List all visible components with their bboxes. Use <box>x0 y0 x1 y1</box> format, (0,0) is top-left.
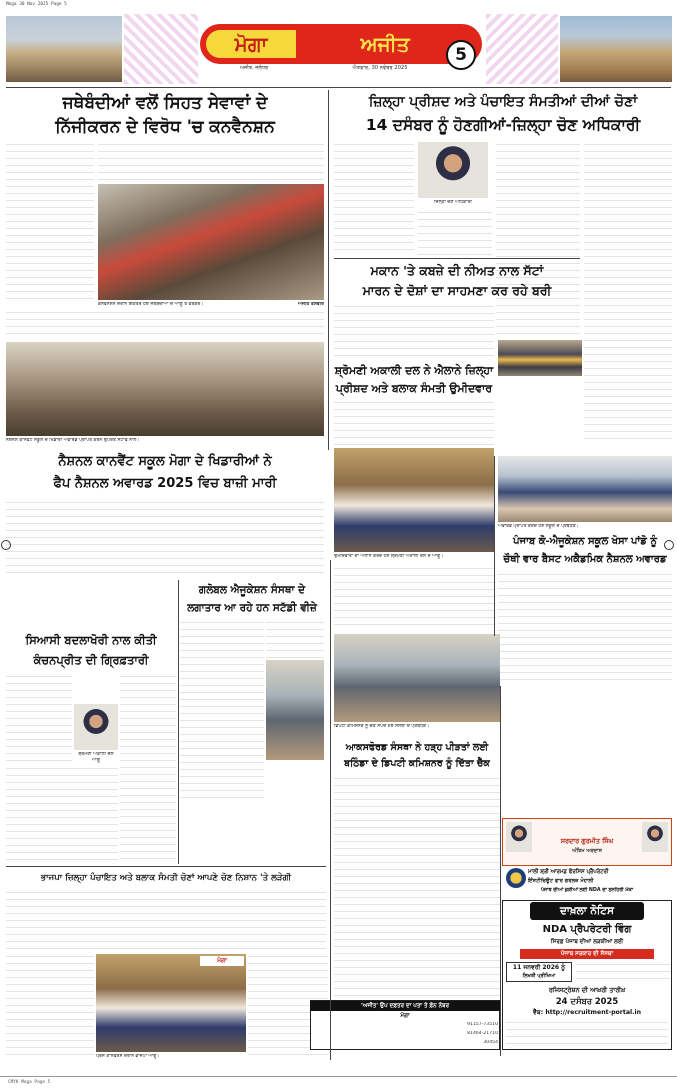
story6-headline-line2: ਚੌਥੀ ਵਾਰ ਬੈਸਟ ਅਕੈਡਮਿਕ ਨੈਸ਼ਨਲ ਅਵਾਰਡ <box>503 554 667 565</box>
school-emblem-icon <box>506 868 526 888</box>
print-footer-strip: CMYK Moga Page 5 <box>0 1076 677 1089</box>
story9-body <box>334 776 500 996</box>
story8-headline-line2: ਕੰਚਨਪ੍ਰੀਤ ਦੀ ਗ੍ਰਿਫ਼ਤਾਰੀ <box>33 653 149 667</box>
school-name-line2: ਇੰਸਟੀਚਿਊਟ ਫਾਰ ਗਰਲਜ਼ ਮੋਹਾਲੀ <box>528 878 594 884</box>
newspaper-title: ਅਜੀਤ <box>360 32 410 56</box>
story8-body-col1 <box>6 674 72 764</box>
story1-photo-credit: ਅਜੀਤ ਤਸਵੀਰ <box>298 302 324 307</box>
edition-title: ਮੋਗਾ <box>234 32 268 56</box>
story8-body-col3 <box>6 766 118 864</box>
school-name-line1: ਮਾਲੀ ਸ਼੍ਰੀ ਆਰਮਡ ਫੋਰਸਿਸ ਪ੍ਰੈਪਰੇਟਰੀ <box>528 869 609 875</box>
story10-photo-caption: ਪ੍ਰੈੱਸ ਕਾਨਫਰੰਸ ਦੌਰਾਨ ਭਾਜਪਾ ਆਗੂ। <box>96 1054 160 1059</box>
publication-date: ਐਤਵਾਰ, 30 ਨਵੰਬਰ 2025 <box>352 65 408 71</box>
story3-body <box>334 304 494 356</box>
exam-details <box>576 962 670 982</box>
story5-photo <box>334 448 494 552</box>
story3-headline-line1: ਮਕਾਨ 'ਤੇ ਕਬਜ਼ੇ ਦੀ ਨੀਅਤ ਨਾਲ ਸੱਟਾਂ <box>370 263 544 278</box>
story9-top-body <box>334 566 494 630</box>
story2-portrait <box>418 142 488 198</box>
story10-photo <box>96 954 246 1052</box>
story2-headline-line1: ਜ਼ਿਲ੍ਹਾ ਪ੍ਰੀਸ਼ਦ ਅਤੇ ਪੰਚਾਇਤ ਸੰਮਤੀਆਂ ਦੀਆਂ ਚੋਣਾਂ <box>368 94 638 110</box>
obituary-ad-portrait-1 <box>506 822 532 852</box>
school-tagline: ਪੰਜਾਬ ਦੀਆਂ ਕੁੜੀਆਂ ਲਈ NDA ਦਾ ਸੁਨਹਿਰੀ ਮੌਕਾ <box>540 888 634 893</box>
story4-photo-caption: ਨੈਸ਼ਨਲ ਕਾਨਵੈਂਟ ਸਕੂਲ ਦੇ ਖਿਡਾਰੀ ਅਵਾਰਡ ਪ੍ਰਾਪਤ ਕਰਨ ਉਪਰੰਤ ਸਟਾਫ ਨਾਲ। <box>6 438 140 443</box>
ajit-office-phone-1: 91157-73510 <box>467 1022 498 1027</box>
story6-photo <box>498 456 672 522</box>
story9-photo <box>334 634 500 722</box>
ajit-office-ad-city: ਮੋਗਾ <box>400 1013 410 1019</box>
story6-body <box>498 572 672 682</box>
story5-photo-caption: ਉਮੀਦਵਾਰਾਂ ਦਾ ਐਲਾਨ ਕਰਦੇ ਹੋਏ ਸ਼੍ਰੋਮਣੀ ਅਕਾਲੀ ਦਲ ਦੇ ਆਗੂ। <box>334 554 444 559</box>
column-rule-5 <box>500 686 501 1056</box>
story10-body <box>6 890 326 950</box>
story10-headline: ਭਾਜਪਾ ਜ਼ਿਲ੍ਹਾ ਪੰਚਾਇਤ ਅਤੇ ਬਲਾਕ ਸੰਮਤੀ ਚੋਣਾਂ ਆਪਣੇ ਚੋਣ ਨਿਸ਼ਾਨ 'ਤੇ ਲੜੇਗੀ <box>40 873 292 883</box>
story1-body-col1 <box>6 142 94 302</box>
story7-headline-line1: ਗਲੋਬਲ ਐਜੂਕੇਸ਼ਨ ਸੰਸਥਾ ਦੇ <box>198 584 306 596</box>
story1-photo-caption: ਕਨਵੈਨਸ਼ਨ ਦੌਰਾਨ ਇਕੱਤਰ ਹੋਏ ਜਥੇਬੰਦੀਆਂ ਦੇ ਆਗੂ ਤੇ ਵਰਕਰ। <box>98 302 204 307</box>
story3-top-rule <box>334 258 580 259</box>
story2-headline-line2: 14 ਦਸੰਬਰ ਨੂੰ ਹੋਣਗੀਆਂ-ਜ਼ਿਲ੍ਹਾ ਚੋਣ ਅਧਿਕਾਰੀ <box>365 116 641 134</box>
story2-body-col1 <box>334 142 414 252</box>
ajit-office-ad-title: 'ਅਜੀਤ' ਉਪ ਦਫ਼ਤਰ ਦਾ ਪਤਾ ਤੇ ਫ਼ੋਨ ਨੰਬਰ <box>310 1001 500 1011</box>
story7-photo <box>266 660 324 760</box>
ajit-office-phone-3: 30454 <box>483 1040 498 1045</box>
story7-headline-line2: ਲਗਾਤਾਰ ਆ ਰਹੇ ਹਨ ਸਟੱਡੀ ਵੀਜ਼ੇ <box>187 602 317 614</box>
masthead-pattern-right <box>486 14 558 84</box>
registration-mark-right <box>664 540 674 550</box>
story10-photo-banner: ਮੋਗਾ <box>200 956 244 966</box>
story1-headline-line1: ਜਥੇਬੰਦੀਆਂ ਵਲੋਂ ਸਿਹਤ ਸੇਵਾਵਾਂ ਦੇ <box>62 93 268 113</box>
story5-headline-line2: ਪ੍ਰੀਸ਼ਦ ਅਤੇ ਬਲਾਕ ਸੰਮਤੀ ਉਮੀਦਵਾਰ <box>335 382 493 395</box>
story9-headline-line1: ਆਕਸਫੋਰਡ ਸੰਸਥਾ ਨੇ ਹੜ੍ਹ ਪੀੜਤਾਂ ਲਈ <box>345 742 489 753</box>
punjab-sarkar-banner: ਪੰਜਾਬ ਸਰਕਾਰ ਦੀ ਸੰਸਥਾ <box>520 949 654 959</box>
obituary-ad-portrait-2 <box>642 822 668 852</box>
registration-label: ਰਜਿਸਟ੍ਰੇਸ਼ਨ ਦੀ ਆਖ਼ਰੀ ਤਾਰੀਖ਼ <box>548 986 626 994</box>
story1-body-top <box>98 142 324 182</box>
story7-body-col1 <box>180 620 264 800</box>
story8-portrait-caption: ਸ਼੍ਰੋਮਣੀ ਅਕਾਲੀ ਦਲ ਆਗੂ <box>78 752 114 763</box>
story1-headline-line2: ਨਿੱਜੀਕਰਨ ਦੇ ਵਿਰੋਧ 'ਚ ਕਨਵੈਨਸ਼ਨ <box>55 117 275 137</box>
story2-body-col3 <box>496 142 580 337</box>
story8-portrait <box>74 704 118 750</box>
story4-headline-line1: ਨੈਸ਼ਨਲ ਕਾਨਵੈਂਟ ਸਕੂਲ ਮੋਗਾ ਦੇ ਖਿਡਾਰੀਆਂ ਨੇ <box>58 454 272 469</box>
story4-body <box>6 500 324 578</box>
masthead-left-photo <box>6 16 122 82</box>
story9-photo-caption: ਡਿਪਟੀ ਕਮਿਸ਼ਨਰ ਨੂੰ ਚੈੱਕ ਸੌਂਪਦੇ ਹੋਏ ਸੰਸਥਾ ਦੇ ਪ੍ਰਬੰਧਕ। <box>334 724 430 729</box>
obituary-ad-subtitle: ਅੰਤਿਮ ਅਰਦਾਸ <box>572 848 602 854</box>
nda-wing-title: NDA ਪ੍ਰੈਪਰੇਟਰੀ ਵਿੰਗ <box>542 924 632 935</box>
nda-wing-subtitle: ਸਿਰਫ਼ ਪੰਜਾਬ ਦੀਆਂ ਲੜਕੀਆਂ ਲਈ <box>550 939 624 945</box>
masthead-pattern-left <box>124 14 198 84</box>
obituary-ad-title: ਸਰਦਾਰ ਗੁਰਮੀਤ ਸਿੰਘ <box>560 837 614 845</box>
story2-body-col4 <box>584 142 672 442</box>
story8-headline-line1: ਸਿਆਸੀ ਬਦਲਾਖੋਰੀ ਨਾਲ ਕੀਤੀ <box>25 633 157 647</box>
story2-body-col2 <box>418 210 492 255</box>
print-info-strip: Moga 30 Nov 2025 Page 5 <box>0 0 677 10</box>
story9-headline-line2: ਬਠਿੰਡਾ ਦੇ ਡਿਪਟੀ ਕਮਿਸ਼ਨਰ ਨੂੰ ਦਿੱਤਾ ਚੈੱਕ <box>344 758 490 769</box>
column-rule-2 <box>494 456 495 636</box>
story8-body-col2 <box>120 674 176 864</box>
story4-photo <box>6 342 324 436</box>
story3-photo <box>498 340 582 376</box>
story3-headline-line2: ਮਾਰਨ ਦੇ ਦੋਸ਼ਾਂ ਦਾ ਸਾਹਮਣਾ ਕਰ ਰਹੇ ਬਰੀ <box>362 283 552 298</box>
story10-body-col1 <box>6 954 94 1060</box>
story7-body-col2 <box>266 620 324 658</box>
story4-headline-line2: ਫੈਪ ਨੈਸ਼ਨਲ ਅਵਾਰਡ 2025 ਵਿਚ ਬਾਜ਼ੀ ਮਾਰੀ <box>53 476 277 491</box>
story5-body <box>334 400 494 446</box>
ajit-office-phone-2: 81464-21710 <box>467 1031 498 1036</box>
admission-notice-title: ਦਾਖ਼ਲਾ ਨੋਟਿਸ <box>530 902 644 920</box>
exam-label: ਲਿਖਤੀ ਪ੍ਰੀਖਿਆ <box>522 973 556 979</box>
story2-portrait-caption: ਜ਼ਿਲ੍ਹਾ ਚੋਣ ਅਧਿਕਾਰੀ <box>434 200 472 205</box>
story5-headline-line1: ਸ਼੍ਰੋਮਣੀ ਅਕਾਲੀ ਦਲ ਨੇ ਐਲਾਨੇ ਜ਼ਿਲ੍ਹਾ <box>334 364 494 377</box>
page-number: 5 <box>446 40 476 70</box>
column-rule-1 <box>328 90 329 450</box>
exam-date: 11 ਜਨਵਰੀ 2026 ਨੂੰ <box>512 964 566 971</box>
story6-headline-line1: ਪੰਜਾਬ ਕੋ-ਐਜੂਕੇਸ਼ਨ ਸਕੂਲ ਖੋਸਾ ਪਾਂਡੋ ਨੂੰ <box>513 536 657 547</box>
website-link[interactable]: ਵੈੱਬ: http://recruitment-portal.in <box>533 1009 641 1016</box>
admission-details <box>506 1020 668 1048</box>
registration-mark-left <box>1 540 11 550</box>
story1-body-bottom <box>6 310 324 340</box>
column-rule-4 <box>330 560 331 1060</box>
registration-date: 24 ਦਸੰਬਰ 2025 <box>555 996 619 1006</box>
column-rule-3 <box>178 580 179 864</box>
story1-photo <box>98 184 324 300</box>
story6-photo-caption: ਅਵਾਰਡ ਪ੍ਰਾਪਤ ਕਰਦੇ ਹੋਏ ਸਕੂਲ ਦੇ ਪ੍ਰਬੰਧਕ। <box>498 524 579 529</box>
masthead-right-photo <box>560 16 672 82</box>
publication-place: ਅਜੀਤ, ਜਲੰਧਰ <box>239 65 269 71</box>
masthead-rule <box>6 87 671 88</box>
story10-top-rule <box>6 866 326 867</box>
